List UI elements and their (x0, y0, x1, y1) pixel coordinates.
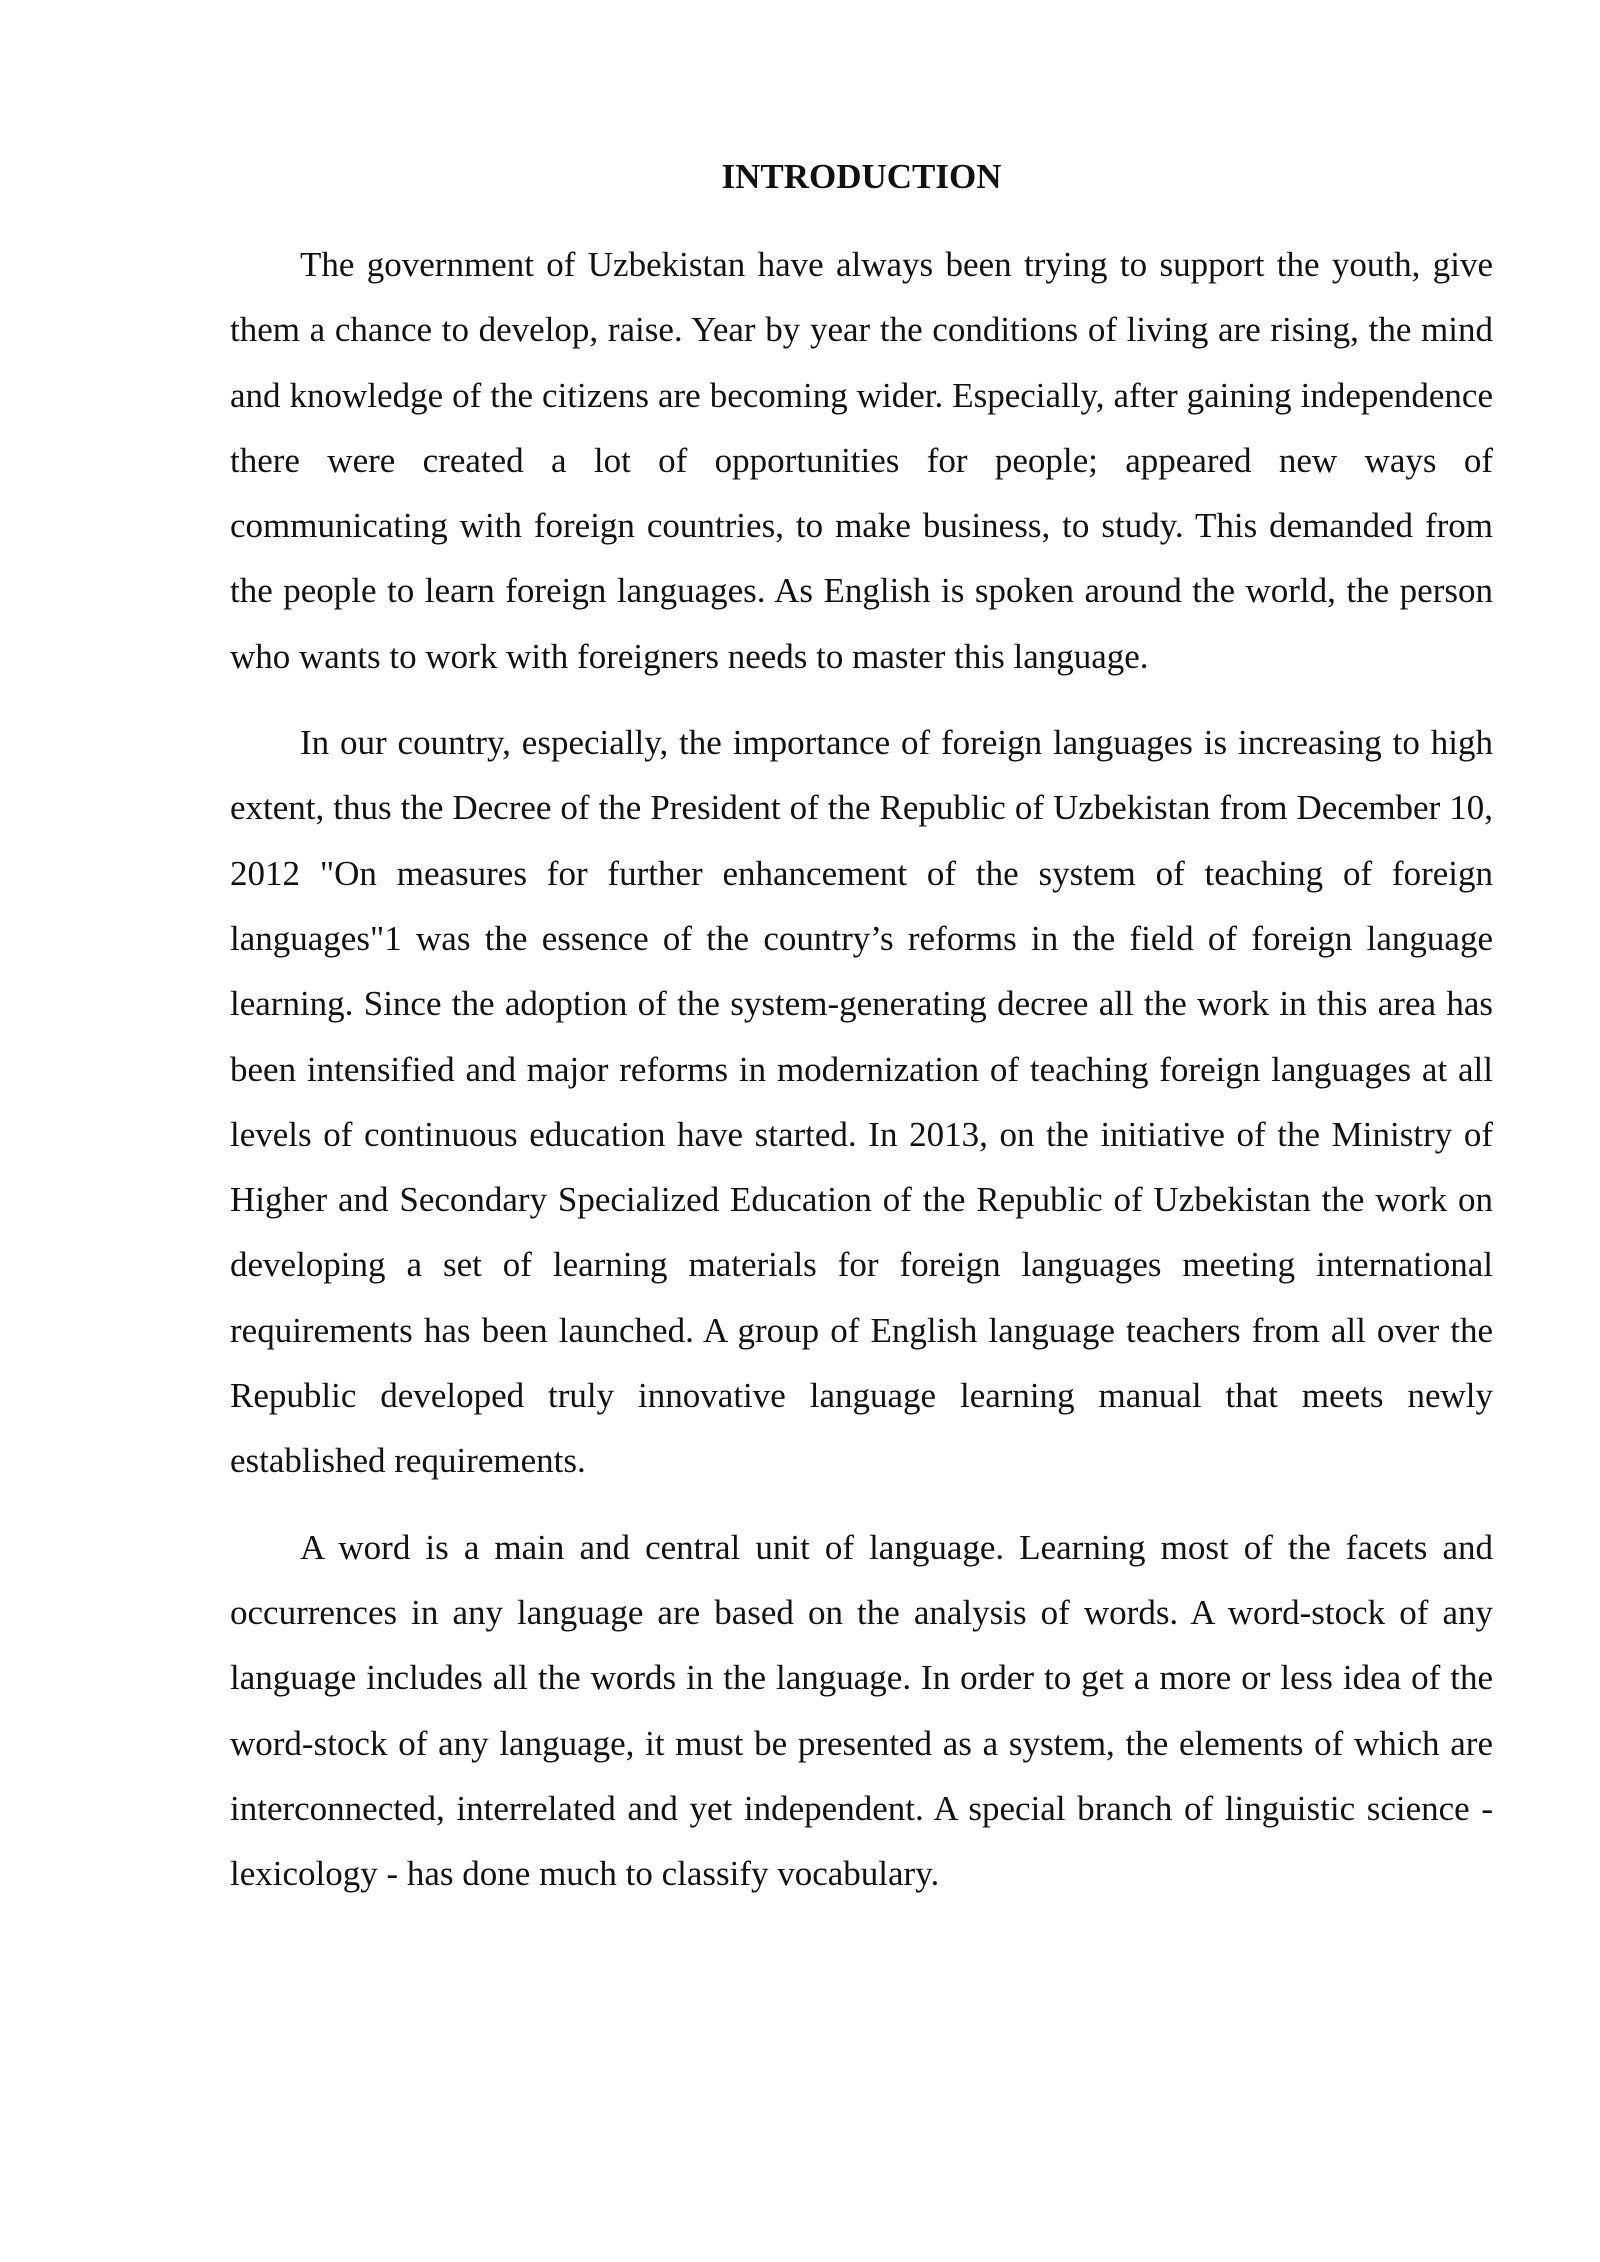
paragraph-2: In our country, especially, the importance of foreign languages is increasing to high extent, thus the Decree of the President of the Republic of Uzbekistan from December 10, 2012 "On measures for further enhancement of the system of teaching of foreign languages"1 was the essence of the country’s reforms in the field of foreign language learning. Since the adoption of the system-generating decree all the work in this area has been intensified and major reforms in modernization of teaching foreign languages at all levels of continuous education have started. In 2013, on the initiative of the Ministry of Higher and Secondary Specialized Education of the Republic of Uzbekistan the work on developing a set of learning materials for foreign languages meeting international requirements has been launched. A group of English language teachers from all over the Republic developed truly innovative language learning manual that meets newly established requirements. (230, 723, 1493, 1481)
paragraph-3: A word is a main and central unit of language. Learning most of the facets and occurrences in any language are based on the analysis of words. A word-stock of any language includes all the words in the language. In order to get a more or less idea of the word-stock of any language, it must be presented as a system, the elements of which are interconnected, interrelated and yet independent. A special branch of linguistic science - lexicology - has done much to classify vocabulary. (230, 1527, 1493, 1894)
page-content (230, 150, 1493, 1927)
paragraph-1: The government of Uzbekistan have always been trying to support the youth, give them a chance to develop, raise. Year by year the conditions of living are rising, the mind and knowledge of the citizens are becoming wider. Especially, after gaining independence there were created a lot of opportunities for people; appeared new ways of communicating with foreign countries, to make business, to study. This demanded from the people to learn foreign languages. As English is spoken around the world, the person who wants to work with foreigners needs to master this language. (230, 245, 1493, 676)
section-title: INTRODUCTION (721, 157, 1002, 196)
